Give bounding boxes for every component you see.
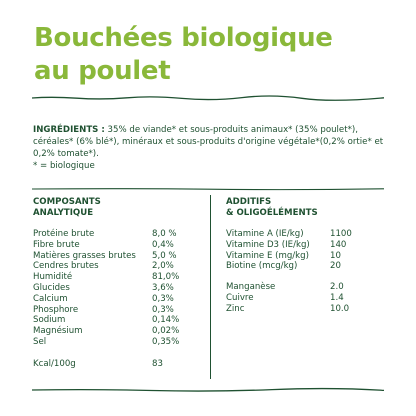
nutrient-value: 1100	[330, 229, 352, 239]
nutrient-name: Phosphore	[33, 304, 79, 315]
analytical-row	[33, 315, 179, 326]
row-spacer	[226, 272, 352, 282]
nutrient-value: 83	[152, 358, 163, 369]
energy-row	[33, 359, 179, 370]
additives-heading-line1: ADDITIFS	[226, 197, 272, 207]
nutrient-name: Vitamine A (IE/kg)	[226, 229, 304, 239]
mineral-row	[226, 304, 352, 315]
nutrient-name: Zinc	[226, 303, 245, 314]
nutrient-name: Sel	[33, 336, 47, 347]
nutrient-name: Vitamine E (mg/kg)	[226, 250, 309, 261]
nutrient-value: 81,0%	[152, 272, 180, 283]
wavy-underline	[32, 93, 384, 103]
analytical-table	[33, 229, 179, 370]
nutrient-value: 0,3%	[152, 293, 174, 304]
nutrient-name: Manganèse	[226, 282, 276, 293]
nutrient-value: 1.4	[330, 292, 344, 303]
additives-heading	[226, 197, 386, 219]
nutrient-value: 5,0 %	[152, 250, 177, 261]
vitamin-row	[226, 261, 352, 272]
analytical-row	[33, 229, 179, 240]
nutrient-value: 10.0	[330, 303, 350, 314]
analytical-components-section	[33, 197, 203, 370]
product-title-line1: Bouchées biologique	[34, 23, 333, 53]
analytical-row	[33, 326, 179, 337]
product-title-line2: au poulet	[34, 56, 171, 86]
vitamin-row	[226, 229, 352, 240]
ingredients-label: INGRÉDIENTS :	[33, 125, 105, 135]
nutrient-value: 0,14%	[152, 315, 180, 326]
nutrient-value: 2,0%	[152, 261, 174, 272]
ingredients-text	[33, 124, 393, 172]
column-divider	[210, 195, 211, 379]
nutrient-value: 20	[330, 261, 341, 272]
vitamin-row	[226, 251, 352, 262]
nutrient-name: Cuivre	[226, 292, 254, 303]
row-spacer	[33, 348, 179, 359]
nutrient-value: 0,4%	[152, 239, 174, 250]
nutrient-value: 0,3%	[152, 304, 174, 315]
analytical-row	[33, 337, 179, 348]
nutrient-value: 0,02%	[152, 326, 180, 337]
mineral-row	[226, 282, 352, 293]
nutrient-name: Vitamine D3 (IE/kg)	[226, 239, 310, 250]
nutrient-value: 140	[330, 239, 347, 250]
nutrient-name: Kcal/100g	[33, 358, 76, 369]
organic-note: * = biologique	[33, 161, 95, 171]
nutrient-name: Glucides	[33, 282, 70, 293]
nutrient-name: Magnésium	[33, 326, 83, 337]
nutrient-name: Sodium	[33, 315, 66, 326]
nutrient-value: 8,0 %	[152, 229, 177, 239]
analytical-row	[33, 240, 179, 251]
nutrient-value: 3,6%	[152, 282, 174, 293]
row-spacer-cell	[33, 348, 179, 359]
additives-table	[226, 229, 352, 315]
analytical-row	[33, 305, 179, 316]
nutrient-value: 10	[330, 250, 341, 261]
row-spacer-cell	[226, 272, 352, 282]
analytical-heading-line2: ANALYTIQUE	[33, 208, 94, 218]
top-rule	[32, 186, 384, 192]
analytical-heading	[33, 197, 203, 219]
nutrient-name: Biotine (mcg/kg)	[226, 261, 298, 272]
nutrient-name: Humidité	[33, 272, 73, 283]
mineral-row	[226, 293, 352, 304]
nutrient-value: 0,35%	[152, 336, 180, 347]
bottom-rule	[32, 386, 384, 394]
nutrient-name: Protéine brute	[33, 229, 95, 239]
analytical-row	[33, 251, 179, 262]
analytical-row	[33, 261, 179, 272]
vitamin-row	[226, 240, 352, 251]
analytical-row	[33, 294, 179, 305]
nutrient-name: Matières grasses brutes	[33, 250, 136, 261]
nutrient-value: 2.0	[330, 282, 344, 293]
nutrient-name: Calcium	[33, 293, 68, 304]
ingredients-body: 35% de viande* et sous-produits animaux* (35% poulet*), céréales* (6% blé*), minéraux et sous-produits d'origine végétale*(0,2% ortie* et 0,2% tomate*).	[33, 125, 384, 159]
additives-section	[226, 197, 386, 315]
additives-heading-line2: & OLIGOÉLÉMENTS	[226, 208, 318, 218]
nutrient-name: Fibre brute	[33, 239, 80, 250]
product-title	[34, 22, 394, 88]
analytical-row	[33, 272, 179, 283]
analytical-row	[33, 283, 179, 294]
nutrient-name: Cendres brutes	[33, 261, 99, 272]
analytical-heading-line1: COMPOSANTS	[33, 197, 101, 207]
